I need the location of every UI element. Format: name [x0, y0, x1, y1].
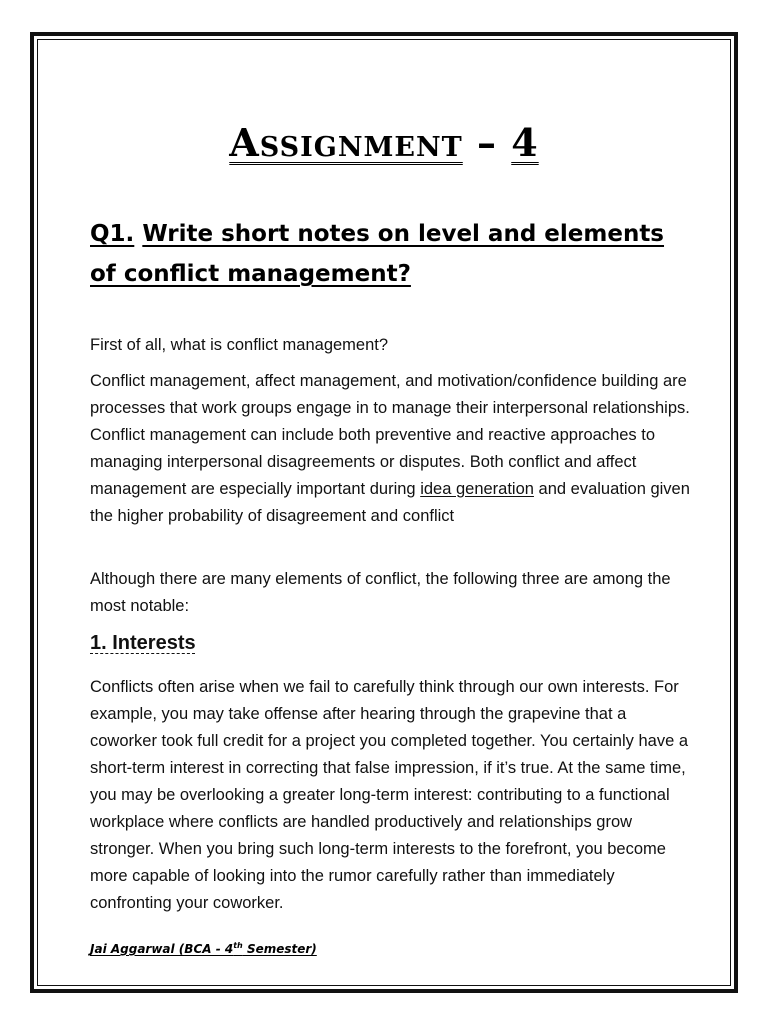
cm-text-before-link: Conflict management, affect management, and motivation/confidence building are processes that work groups engage in to manage their interpersonal relationships. Conflict management can include both preventive and reactive approaches to managing interpersonal disagreements or disputes. Both conflict and affect management are especially important during: [90, 372, 690, 498]
interests-paragraph: Conflicts often arise when we fail to carefully think through our own interests. For example, you may take offense after hearing through the grapevine that a coworker took full credit for a project you completed together. You certainly have a short-term interest in correcting that false impression, if it’s true. At the same time, you may be overlooking a greater long-term interest: contributing to a functional workplace where conflicts are handled productively and relationships grow stronger. When you bring such long-term interests to the forefront, you become more capable of looking into the rumor carefully rather than immediately confronting your coworker.: [90, 678, 689, 912]
conflict-management-paragraph: [90, 368, 690, 530]
interests-heading: 1. Interests: [90, 632, 196, 654]
footer-superscript: th: [233, 941, 243, 950]
intro-paragraph: First of all, what is conflict management?: [90, 336, 389, 354]
footer-text-after: Semester): [242, 942, 317, 956]
title-word: Assignment: [229, 120, 463, 165]
assignment-title: [0, 120, 768, 165]
question-label: Q1.: [90, 221, 135, 247]
question-heading: [90, 214, 690, 294]
title-dash: –: [462, 120, 512, 165]
title-number: 4: [511, 120, 539, 165]
footer-text-before: Jai Aggarwal (BCA - 4: [90, 942, 234, 956]
question-text: Write short notes on level and elements of conflict management?: [90, 221, 665, 287]
cm-text-after-link: and evaluation given the higher probability of disagreement and conflict: [90, 480, 690, 525]
idea-generation-link[interactable]: idea generation: [420, 480, 534, 498]
author-footer: [90, 941, 317, 956]
elements-paragraph: Although there are many elements of conflict, the following three are among the most notable:: [90, 570, 671, 615]
